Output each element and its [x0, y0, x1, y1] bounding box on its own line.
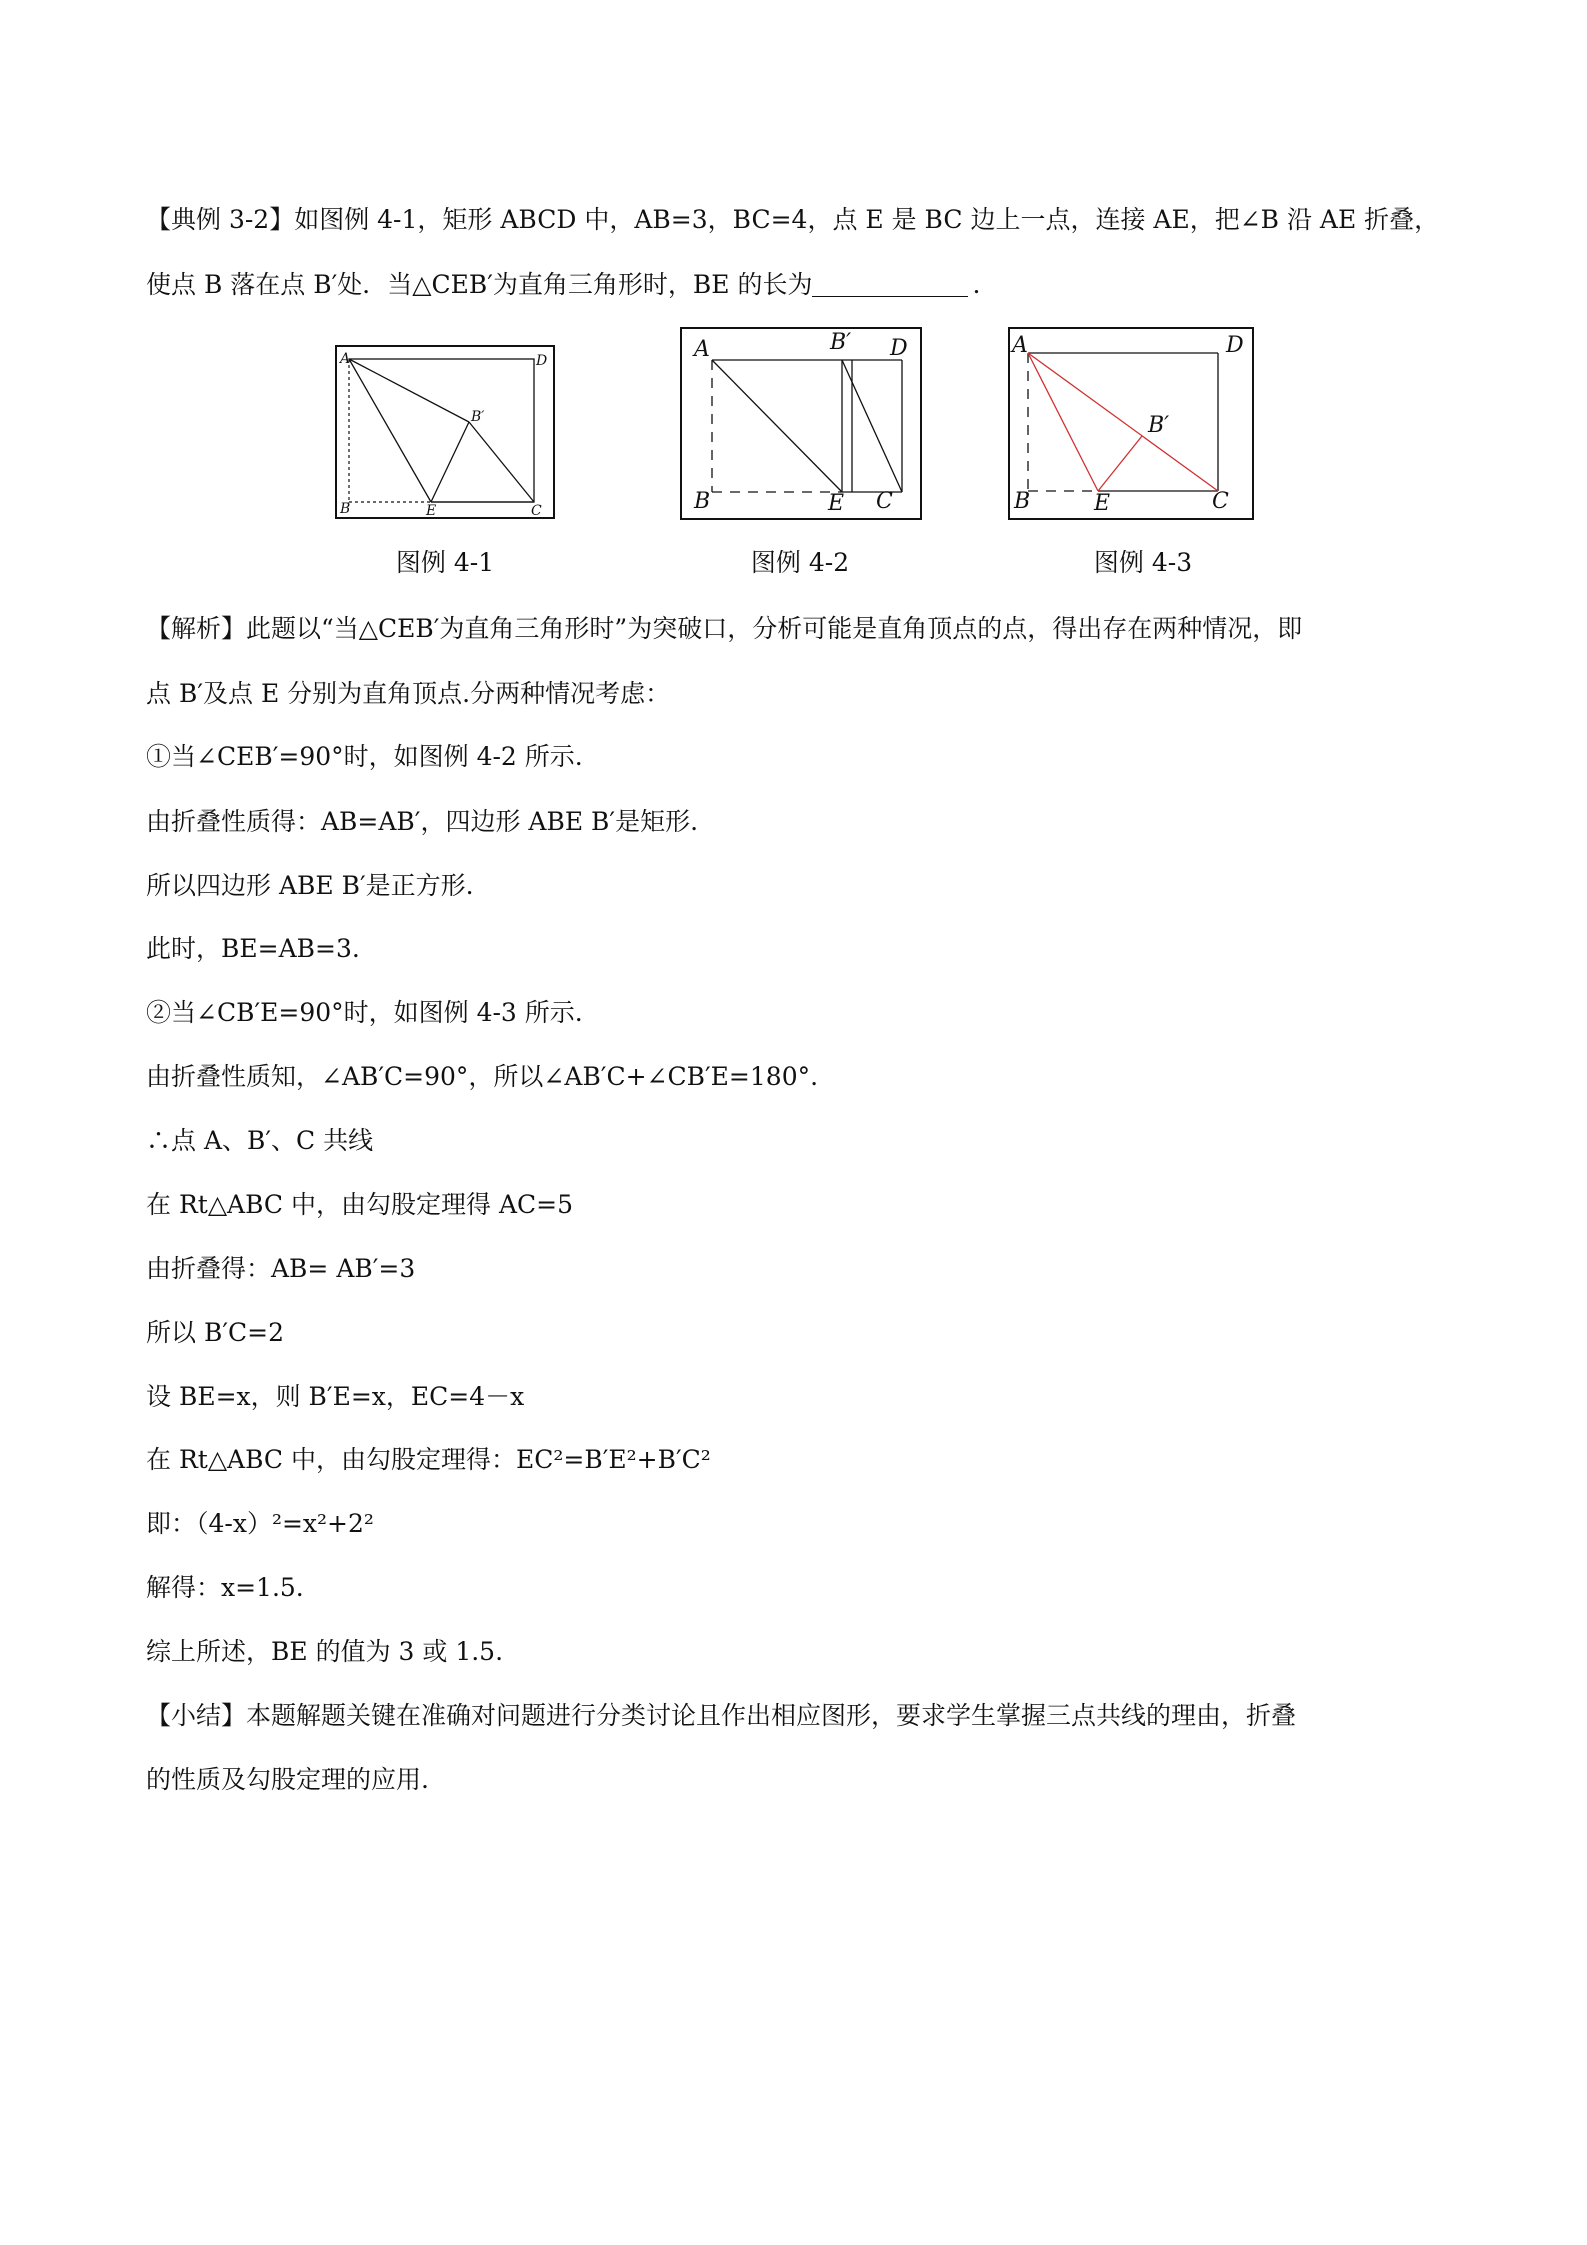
figure-4-2-label-E: E	[828, 491, 845, 516]
solution-line-15: 即：（4-x）²=x²+2²	[146, 1509, 374, 1538]
problem-line-1: 【典例 3-2】如图例 4-1，矩形 ABCD 中，AB=3，BC=4，点 E 是 BC 边上一点，连接 AE，把∠B 沿 AE 折叠，	[146, 205, 1440, 234]
figure-4-1-caption: 图例 4-1	[395, 548, 495, 577]
figure-4-1-bpe	[431, 422, 469, 502]
figure-4-2-bpc	[842, 360, 902, 492]
figure-4-1-label-B: B	[340, 501, 351, 517]
solution-line-17: 综上所述，BE 的值为 3 或 1.5.	[146, 1637, 504, 1666]
solution-line-11: 由折叠得：AB= AB′=3	[146, 1254, 416, 1283]
figure-4-1-frame	[336, 346, 554, 518]
summary-line-1: 【小结】本题解题关键在准确对问题进行分类讨论且作出相应图形，要求学生掌握三点共线的理由，折叠	[146, 1701, 1297, 1730]
summary-line-2: 的性质及勾股定理的应用.	[146, 1765, 429, 1794]
figure-4-2	[680, 327, 922, 520]
solution-line-12: 所以 B′C=2	[146, 1318, 284, 1347]
figure-4-1-label-Bp: B′	[471, 409, 485, 425]
solution-line-9: ∴点 A、B′、C 共线	[146, 1126, 374, 1155]
solution-line-4: 由折叠性质得：AB=AB′，四边形 ABE B′是矩形.	[146, 807, 699, 836]
problem-line-2	[146, 268, 980, 302]
figure-4-3-ae	[1028, 353, 1098, 491]
figure-4-2-label-C: C	[876, 489, 893, 514]
figure-4-1-label-A: A	[340, 351, 351, 367]
solution-line-10: 在 Rt△ABC 中，由勾股定理得 AC=5	[146, 1190, 573, 1219]
figure-4-2-label-B: B	[694, 489, 711, 514]
figure-4-3-label-A: A	[1012, 333, 1028, 358]
solution-line-6: 此时，BE=AB=3.	[146, 934, 360, 963]
solution-line-8: 由折叠性质知，∠AB′C=90°，所以∠AB′C+∠CB′E=180°.	[146, 1062, 819, 1091]
figure-4-2-ae	[712, 360, 842, 492]
figure-4-1-label-D: D	[536, 353, 548, 369]
figure-4-3-bpe	[1098, 436, 1142, 491]
solution-line-5: 所以四边形 ABE B′是正方形.	[146, 871, 474, 900]
figure-4-2-label-Bp: B′	[830, 330, 852, 355]
figure-4-2-label-A: A	[694, 337, 710, 362]
figure-4-3-label-C: C	[1212, 489, 1229, 514]
figure-4-3-caption: 图例 4-3	[1093, 548, 1193, 577]
figure-4-1	[335, 345, 555, 520]
solution-line-7: ②当∠CB′E=90°时，如图例 4-3 所示.	[146, 998, 583, 1027]
figure-4-3-label-B: B	[1014, 489, 1031, 514]
answer-blank[interactable]	[812, 270, 968, 297]
solution-line-13: 设 BE=x，则 B′E=x，EC=4－x	[146, 1382, 525, 1411]
figure-4-3-ac	[1028, 353, 1218, 491]
problem-line-2-end: .	[972, 270, 981, 299]
figure-4-3-label-Bp: B′	[1148, 413, 1170, 438]
figure-4-1-bpc	[469, 422, 534, 502]
figure-4-3-label-E: E	[1094, 491, 1111, 516]
figure-4-2-label-D: D	[890, 336, 908, 361]
figure-4-3	[1008, 327, 1254, 520]
figure-4-1-label-E: E	[426, 503, 437, 519]
solution-line-3: ①当∠CEB′=90°时，如图例 4-2 所示.	[146, 742, 583, 771]
figure-4-1-label-C: C	[531, 503, 542, 519]
solution-line-2: 点 B′及点 E 分别为直角顶点.分两种情况考虑：	[146, 679, 671, 708]
figure-4-3-label-D: D	[1226, 333, 1244, 358]
solution-line-16: 解得：x=1.5.	[146, 1573, 304, 1602]
problem-line-2-text: 使点 B 落在点 B′处．当△CEB′为直角三角形时，BE 的长为	[146, 270, 813, 299]
solution-line-14: 在 Rt△ABC 中，由勾股定理得：EC²=B′E²+B′C²	[146, 1445, 711, 1474]
solution-line-1: 【解析】此题以“当△CEB′为直角三角形时”为突破口，分析可能是直角顶点的点，得出存在两种情况，即	[146, 614, 1303, 643]
figure-4-2-caption: 图例 4-2	[750, 548, 850, 577]
